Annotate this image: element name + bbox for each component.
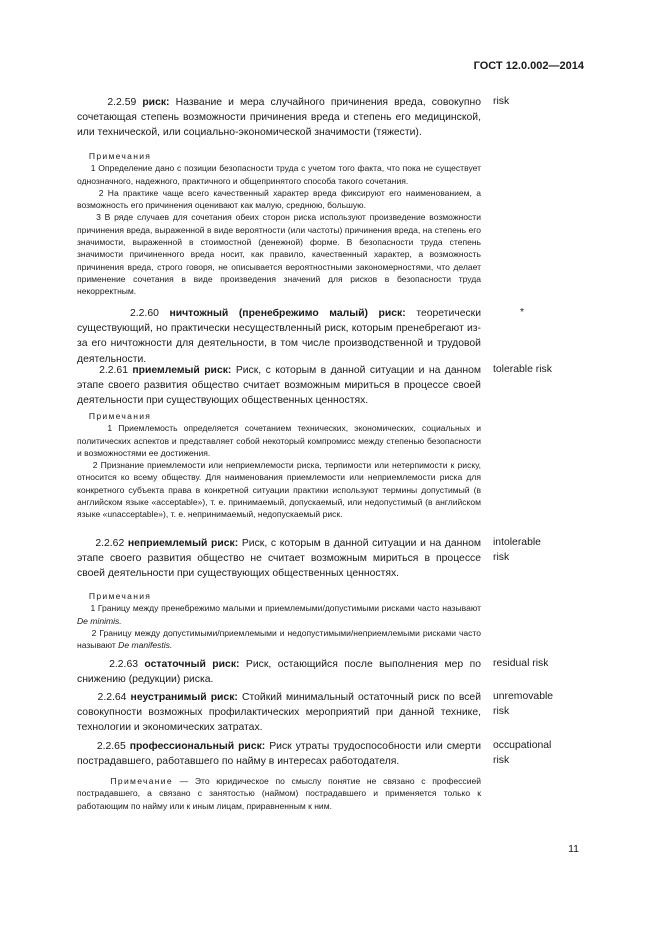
entry-text <box>77 739 481 769</box>
entry-term: профессиональный риск: <box>129 741 266 752</box>
document-header: ГОСТ 12.0.002—2014 <box>473 60 584 72</box>
note-item: 3 В ряде случаев для сочетания обеих сторон риска используют произведение возможности причинения вреда, выраженной в виде вероятности (или частоты) причинения вреда, на степень его значимости, выраженной в стоимостной (денежной) форме. В безопасности труда степень значимости причиненного вреда носит, как правило, качественный характер, а возможность причинения вреда, строго говоря, не описывается вероятностными закономерностями, что делает применение сочетания в виде произведения значений для рисков в безопасности труда некорректным. <box>77 212 481 297</box>
notes-2-2-65 <box>77 775 481 812</box>
entry-number: 2.2.60 <box>129 308 159 319</box>
entry-number: 2.2.59 <box>107 97 137 108</box>
entry-definition: Риск, с которым в данной ситуации и на данном этапе своего развития общество считает возможным мириться в процессе своей деятельности при существующих общественных ценностях. <box>77 365 482 407</box>
entry-term: ничтожный (пренебрежимо малый) риск: <box>169 308 406 319</box>
entry-term: неустранимый риск: <box>130 692 238 703</box>
entry-2-2-64 <box>77 690 554 736</box>
note-item: 2 На практике чаще всего качественный характер вреда фиксируют его наименованием, а возможность его причинения оценивают как малую, среднюю, большую. <box>77 187 481 211</box>
entry-text <box>77 657 481 687</box>
entry-text <box>77 690 481 736</box>
english-term: risk <box>493 96 510 107</box>
english-term: occupational risk <box>493 740 552 766</box>
entry-2-2-65 <box>77 739 552 769</box>
entry-2-2-59 <box>77 95 510 141</box>
english-term: * <box>520 307 525 318</box>
notes-heading: Примечания <box>88 151 152 161</box>
notes-2-2-62 <box>77 590 481 651</box>
english-term: residual risk <box>493 658 549 669</box>
note-item: 2 Границу между допустимыми/приемлемыми и недопустимыми/неприемлемыми рисками часто называют De manifestis. <box>77 627 481 651</box>
english-term: tolerable risk <box>493 364 552 375</box>
note-item: 1 Границу между пренебрежимо малыми и приемлемыми/допустимыми рисками часто называют De minimis. <box>77 603 482 626</box>
note-item: Примечание — Это юридическое по смыслу понятие не связано с профессией пострадавшего, а связано с занятостью (наймом) пострадавшего и применяется только к работающим по найму или к иным лицам, приравненным к ним. <box>77 776 481 811</box>
note-item: 1 Определение дано с позиции безопасности труда с учетом того факта, что пока не существует однозначного, надежного, практичного и общепринятого способа такого сочетания. <box>77 163 482 186</box>
notes-heading: Примечания <box>88 591 152 601</box>
entry-2-2-62 <box>77 536 541 582</box>
notes-2-2-59 <box>77 150 481 298</box>
entry-definition: теоретически существующий, но практически несуществленный риск, которым пренебрегают из-за его ничтожности для деятельности, в том числе производственной и трудовой деятельности. <box>77 308 482 365</box>
entry-term: риск: <box>142 97 170 108</box>
entry-text <box>77 363 481 409</box>
notes-heading: Примечание <box>110 776 173 786</box>
entry-term: приемлемый риск: <box>132 365 232 376</box>
page-number: 11 <box>568 843 579 855</box>
english-term: intolerable risk <box>493 537 541 563</box>
entry-term: неприемлемый риск: <box>127 538 239 549</box>
entry-text <box>77 306 481 367</box>
entry-2-2-60 <box>77 306 525 367</box>
entry-number: 2.2.61 <box>99 365 128 376</box>
entry-term: остаточный риск: <box>144 659 240 670</box>
entry-number: 2.2.63 <box>109 659 138 670</box>
notes-2-2-61 <box>77 410 481 521</box>
notes-heading: Примечания <box>88 411 152 421</box>
entry-definition: Стойкий минимальный остаточный риск по всей совокупности возможных профилактических мероприятий при данной технике, технологии и экономических затратах. <box>77 692 481 734</box>
entry-definition: Риск, остающийся после выполнения мер по снижению (редукции) риска. <box>77 659 481 686</box>
entry-number: 2.2.62 <box>95 538 125 549</box>
note-item: 1 Приемлемость определяется сочетанием технических, экономических, социальных и политических аспектов и представляет собой некоторый компромисс между степенью безопасности и возможностями ее достижения. <box>77 423 481 458</box>
entry-definition: Название и мера случайного причинения вреда, совокупно сочетающая степень возможности причинения вреда и степень его медицинской, или технической, или социально-экономической значимости (тяжести). <box>77 97 482 139</box>
entry-text <box>77 95 481 141</box>
entry-number: 2.2.64 <box>97 692 127 703</box>
english-term: unremovable risk <box>493 691 554 717</box>
entry-text <box>77 536 481 582</box>
entry-definition: Риск утраты трудоспособности или смерти пострадавшего, работавшего по найму в интересах работодателя. <box>77 741 482 768</box>
note-item: 2 Признание приемлемости или неприемлемости риска, терпимости или нетерпимости к риску, относится ко всему обществу. Для наименования приемлемости или неприемлемости риска для конкретного субъекта права в конкретной ситуации практики используют термины допустимый (в английском языке «acceptable»), т. е. принимаемый, допускаемый, или недопустимый (в английском языке «unacceptable»), т. е. непринимаемый, недопускаемый риск. <box>77 460 481 520</box>
entry-number: 2.2.65 <box>96 741 126 752</box>
entry-2-2-63 <box>77 657 549 687</box>
entry-2-2-61 <box>77 363 552 409</box>
entry-definition: Риск, с которым в данной ситуации и на данном этапе своего развития общество не считает возможным мириться в процессе своей деятельности при существующих общественных ценностях. <box>77 538 482 580</box>
